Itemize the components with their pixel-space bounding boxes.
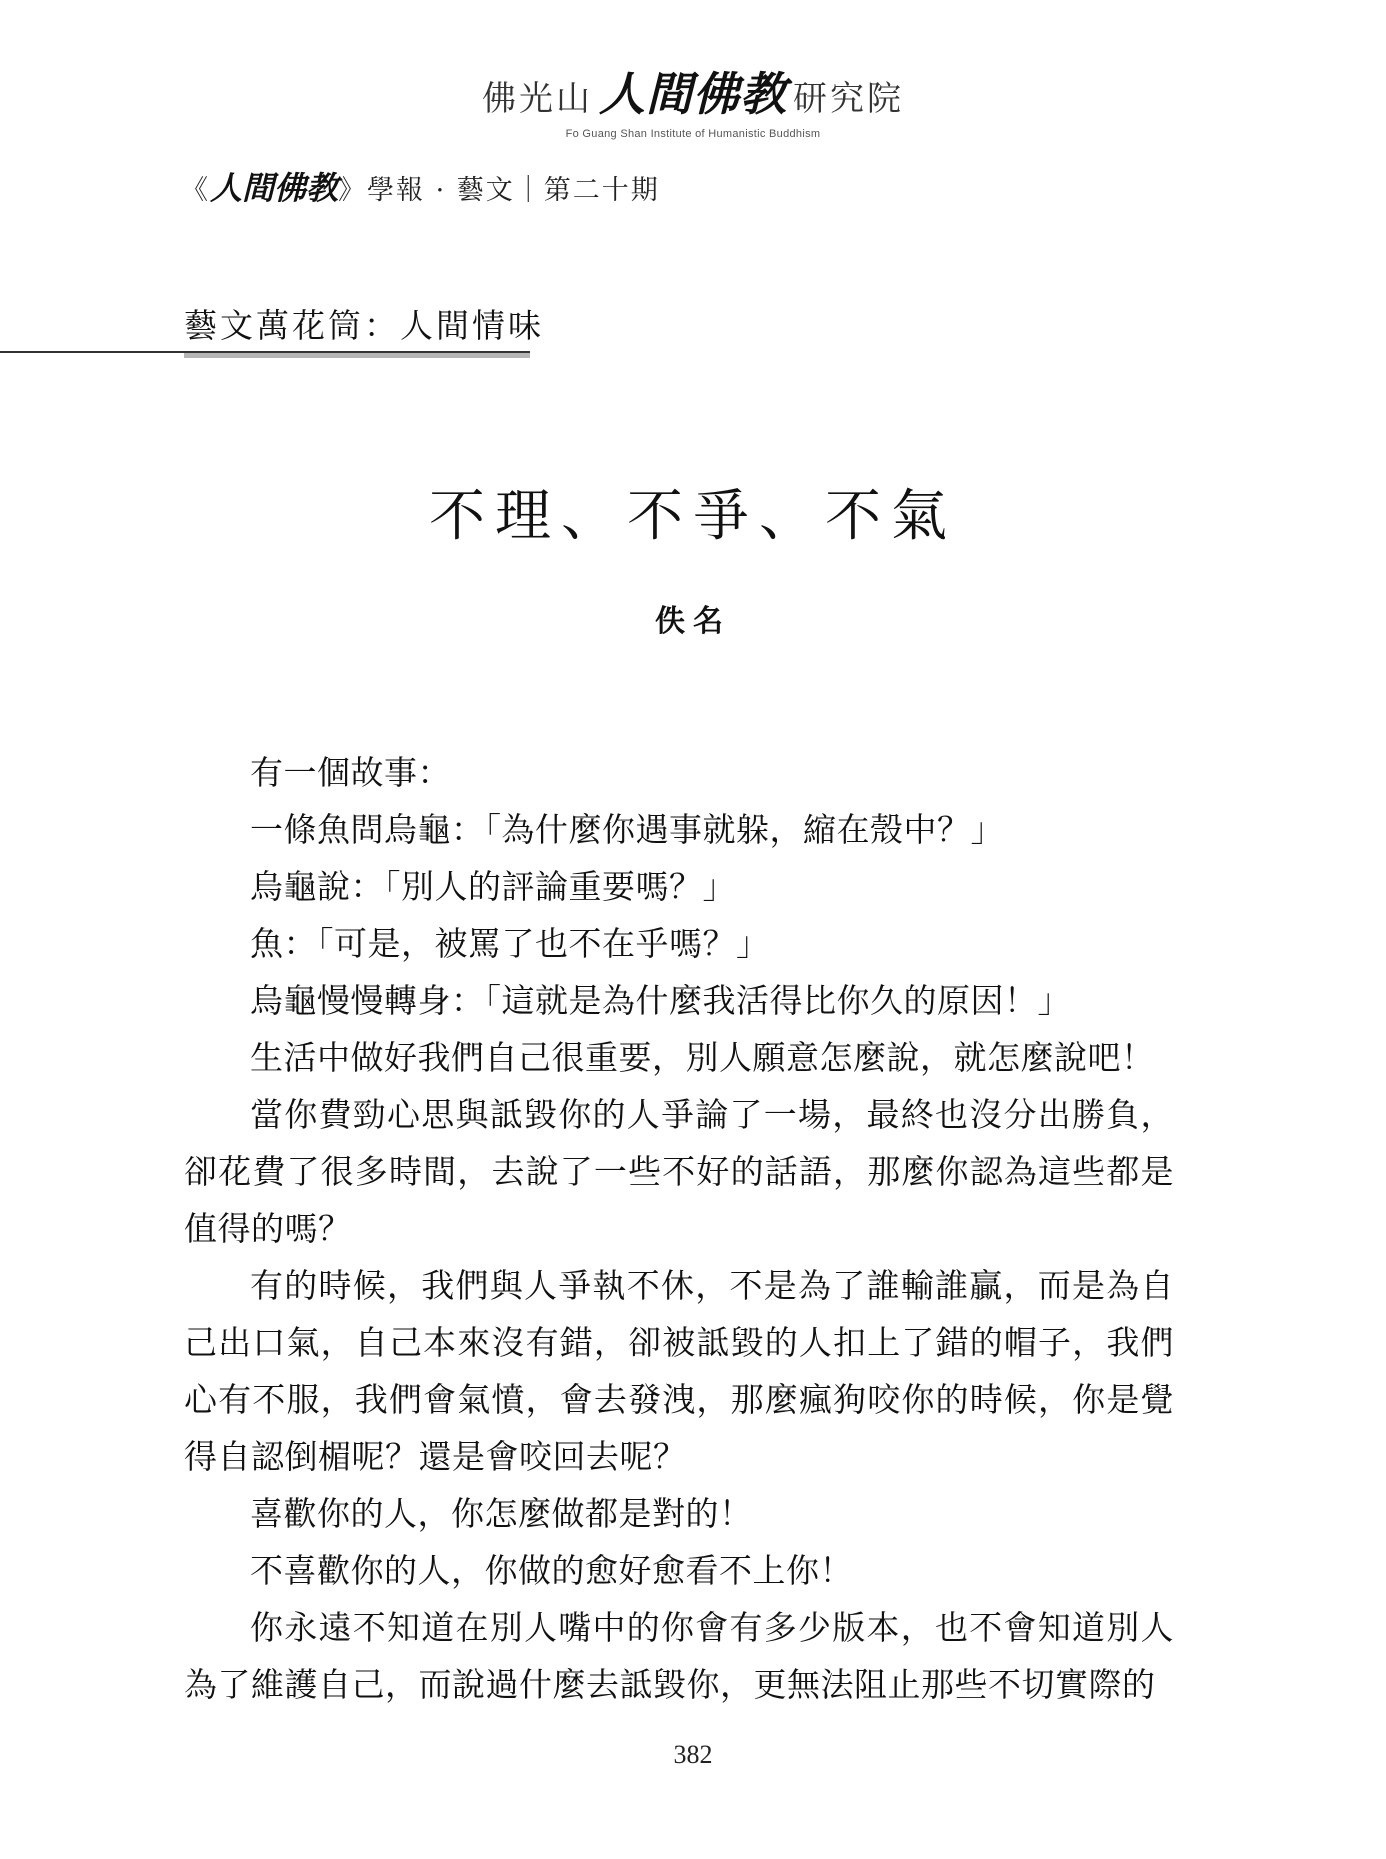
page-number: 382 (673, 1740, 713, 1769)
body-paragraph: 不喜歡你的人，你做的愈好愈看不上你！ (250, 1551, 853, 1590)
institute-english-name: Fo Guang Shan Institute of Humanistic Buddhism (565, 128, 821, 140)
article-author: 佚名 (655, 604, 731, 639)
body-paragraph: 喜歡你的人，你怎麼做都是對的！ (250, 1494, 753, 1533)
article-body (184, 744, 1174, 1713)
body-paragraph: 生活中做好我們自己很重要，別人願意怎麼說，就怎麼說吧！ (250, 1038, 1155, 1077)
institute-logo-text: 人間佛教 (599, 67, 787, 121)
journal-running-head (181, 163, 660, 209)
section-underline (184, 353, 530, 358)
institute-suffix: 研究院 (793, 79, 904, 119)
body-paragraph: 烏龜慢慢轉身：「這就是為什麼我活得比你久的原因！」 (250, 981, 1071, 1020)
body-paragraph: 魚：「可是，被罵了也不在乎嗎？」 (250, 924, 770, 963)
journal-logo-text: 人間佛教 (210, 169, 339, 207)
institute-prefix: 佛光山 (482, 79, 593, 119)
journal-close-bracket: 》 (338, 175, 368, 206)
institute-name (0, 58, 1386, 124)
body-paragraph: 有一個故事： (250, 753, 451, 792)
body-paragraph: 你永遠不知道在別人嘴中的你會有多少版本，也不會知道別人為了維護自己，而說過什麼去詆毀你，更無法阻止那些不切實際的 (184, 1608, 1174, 1704)
body-paragraph: 一條魚問烏龜：「為什麼你遇事就躲，縮在殼中？」 (250, 810, 1004, 849)
body-paragraph: 有的時候，我們與人爭執不休，不是為了誰輸誰贏，而是為自己出口氣，自己本來沒有錯，卻被詆毀的人扣上了錯的帽子，我們心有不服，我們會氣憤，會去發洩，那麼瘋狗咬你的時候，你是覺得自認倒楣呢？還是會咬回去呢？ (184, 1266, 1174, 1476)
body-paragraph: 烏龜說：「別人的評論重要嗎？」 (250, 867, 736, 906)
institute-header (0, 58, 1386, 140)
article-title: 不理、不爭、不氣 (429, 484, 957, 549)
journal-issue-info: 學報 · 藝文｜第二十期 (367, 175, 660, 206)
section-label: 藝文萬花筒：人間情味 (184, 306, 544, 345)
body-paragraph: 當你費勁心思與詆毀你的人爭論了一場，最終也沒分出勝負，卻花費了很多時間，去說了一些不好的話語，那麼你認為這些都是值得的嗎？ (184, 1095, 1174, 1248)
journal-open-bracket: 《 (181, 175, 210, 206)
